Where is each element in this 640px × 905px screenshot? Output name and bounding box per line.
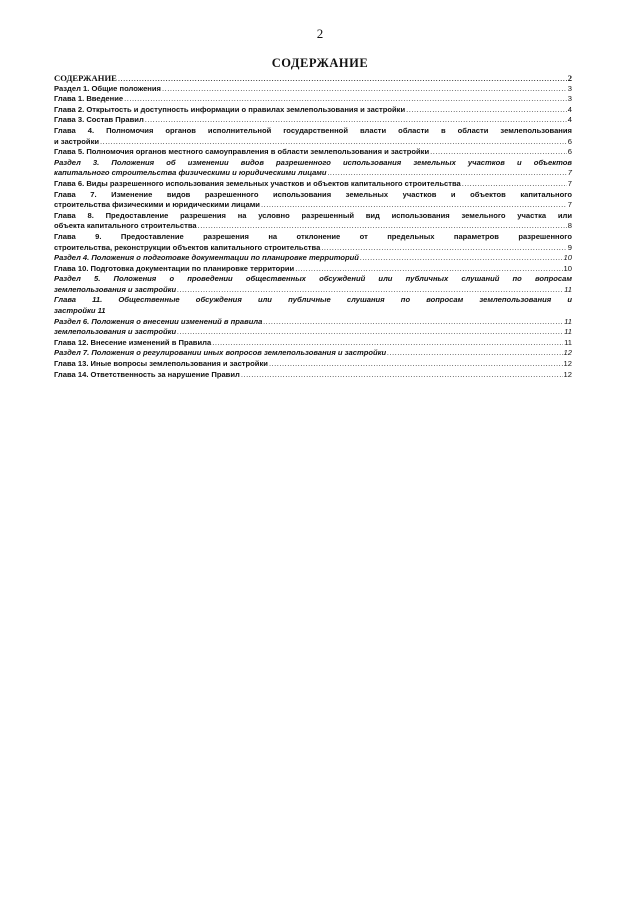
toc-entry-page: 11 [564,316,572,326]
toc-entry-page: 11 [564,284,572,294]
toc-entry-page: 8 [567,221,572,231]
toc-entry-line [54,295,572,306]
toc-entry-text: Глава 8. Предоставление разрешения на условно разрешенный вид использования земельного участка или [54,210,572,220]
toc-entry-text: застройки 11 [54,306,106,316]
toc-entry-page: 7 [567,168,572,178]
toc-entry-page: 12 [563,348,572,358]
toc-entry-text: землепользования и застройки [54,327,177,337]
toc-entry-text: строительства физическими и юридическими лицами [54,200,260,210]
toc-entry[interactable] [54,158,572,179]
table-of-contents [54,73,572,380]
dot-leader [269,359,563,370]
dot-leader [241,370,563,381]
toc-entry-text: землепользования и застройки [54,284,177,294]
toc-entry-page: 3 [567,94,572,104]
toc-entry-line [54,306,572,317]
toc-entry-line [54,168,572,179]
toc-entry-text: Раздел 7. Положения о регулировании иных вопросов землепользования и застройки [54,348,387,358]
toc-entry-page: 7 [567,178,572,188]
toc-entry[interactable] [54,253,572,264]
toc-entry-line [54,179,572,190]
toc-entry-line [54,94,572,105]
toc-entry-line [54,253,572,264]
toc-entry-text: Глава 14. Ответственность за нарушение Правил [54,369,240,379]
toc-entry-page: 4 [567,104,572,114]
toc-entry-text: Раздел 6. Положения о внесении изменений в правила [54,316,263,326]
toc-entries [54,84,572,381]
toc-entry-text: Раздел 3. Положения об изменении видов разрешенного использования земельных участков и объектов [54,157,572,167]
toc-entry-line [54,370,572,381]
toc-entry[interactable] [54,327,572,338]
toc-entry-text: Глава 12. Внесение изменений в Правила [54,337,212,347]
dot-leader [295,264,562,275]
toc-entry-text: Глава 10. Подготовка документации по планировке территории [54,263,295,273]
dot-leader [430,147,567,158]
toc-entry-text: Глава 9. Предоставление разрешения на отклонение от предельных параметров разрешенного [54,231,572,241]
toc-entry-page: 6 [567,147,572,157]
toc-entry-page: 7 [567,200,572,210]
dot-leader [387,348,562,359]
toc-entry[interactable] [54,179,572,190]
toc-entry-line [54,105,572,116]
dot-leader [124,94,567,105]
toc-entry[interactable] [54,126,572,147]
toc-entry-line [54,232,572,243]
toc-entry-text: объекта капитального строительства [54,221,197,231]
toc-entry-text: Глава 13. Иные вопросы землепользования и застройки [54,359,268,369]
toc-entry-line [54,274,572,285]
toc-entry-line [54,158,572,169]
toc-entry[interactable] [54,295,572,316]
toc-entry-line [54,115,572,126]
toc-entry-text: Глава 3. Состав Правил [54,115,144,125]
toc-entry-line [54,338,572,349]
toc-entry-line [54,327,572,338]
toc-entry[interactable] [54,264,572,275]
dot-leader [198,221,567,232]
toc-entry-line [54,317,572,328]
toc-entry[interactable] [54,338,572,349]
toc-entry-text: и застройки [54,136,100,146]
toc-entry-line [54,200,572,211]
dot-leader [177,285,563,296]
dot-leader [212,338,563,349]
toc-entry-page: 12 [563,369,572,379]
dot-leader [177,327,563,338]
toc-entry[interactable] [54,84,572,95]
toc-entry-page: 10 [563,253,572,263]
toc-entry[interactable] [54,348,572,359]
toc-entry-line [54,126,572,137]
toc-entry[interactable] [54,115,572,126]
toc-entry-line [54,84,572,95]
dot-leader [321,243,566,254]
dot-leader [360,253,563,264]
toc-entry[interactable] [54,190,572,211]
toc-entry-line [54,264,572,275]
toc-entry-line [54,285,572,296]
toc-heading-label: СОДЕРЖАНИЕ [54,73,117,83]
toc-entry-page: 3 [567,83,572,93]
toc-entry-line [54,211,572,222]
dot-leader [328,168,567,179]
page-number: 2 [316,26,324,41]
toc-entry-text: Раздел 1. Общие положения [54,83,161,93]
toc-entry[interactable] [54,232,572,253]
toc-entry-page: 6 [567,136,572,146]
toc-entry-text: Глава 5. Полномочия органов местного самоуправления в области землепользования и застройки [54,147,430,157]
toc-heading-page: 2 [567,73,572,83]
dot-leader [263,317,563,328]
toc-entry-page: 12 [563,359,572,369]
toc-entry-text: Раздел 4. Положения о подготовке документации по планировке территорий [54,253,359,263]
toc-entry-page: 4 [567,115,572,125]
toc-heading-row [54,73,572,84]
dot-leader [100,137,567,148]
toc-entry[interactable] [54,370,572,381]
toc-entry[interactable] [54,105,572,116]
toc-entry-text: капитального строительства физическими и юридическими лицами [54,168,327,178]
toc-entry[interactable] [54,359,572,370]
toc-entry[interactable] [54,274,572,295]
dot-leader [118,73,567,84]
toc-entry-text: Глава 2. Открытость и доступность информации о правилах землепользования и застройки [54,104,406,114]
dot-leader [406,105,567,116]
toc-entry-text: Глава 6. Виды разрешенного использования земельных участков и объектов капитального строительства [54,178,461,188]
toc-entry-text: Глава 11. Общественные обсуждения или публичные слушания по вопросам землепользования и [54,295,572,305]
toc-entry-line [54,243,572,254]
page-title: СОДЕРЖАНИЕ [271,56,369,70]
dot-leader [462,179,567,190]
toc-entry-page: 9 [567,242,572,252]
toc-entry-text: строительства, реконструкции объектов капитального строительства [54,242,321,252]
dot-leader [261,200,567,211]
toc-entry-text: Раздел 5. Положения о проведении общественных обсуждений или публичных слушаний по вопросам [54,274,572,284]
toc-entry-text: Глава 4. Полномочия органов исполнительной государственной власти области в области землепользования [54,125,572,135]
toc-entry-line [54,147,572,158]
toc-entry-line [54,137,572,148]
toc-entry-text: Глава 1. Введение [54,94,124,104]
toc-entry[interactable] [54,94,572,105]
toc-entry-line [54,221,572,232]
dot-leader [162,84,567,95]
toc-entry-line [54,359,572,370]
dot-leader [145,115,567,126]
toc-entry-line [54,190,572,201]
toc-entry-page: 11 [564,327,572,337]
toc-entry[interactable] [54,317,572,328]
toc-entry-page: 11 [564,337,572,347]
toc-entry-line [54,348,572,359]
toc-entry-text: Глава 7. Изменение видов разрешенного использования земельных участков и объектов капитального [54,189,572,199]
toc-entry[interactable] [54,147,572,158]
toc-entry-page: 10 [563,263,572,273]
toc-entry[interactable] [54,211,572,232]
